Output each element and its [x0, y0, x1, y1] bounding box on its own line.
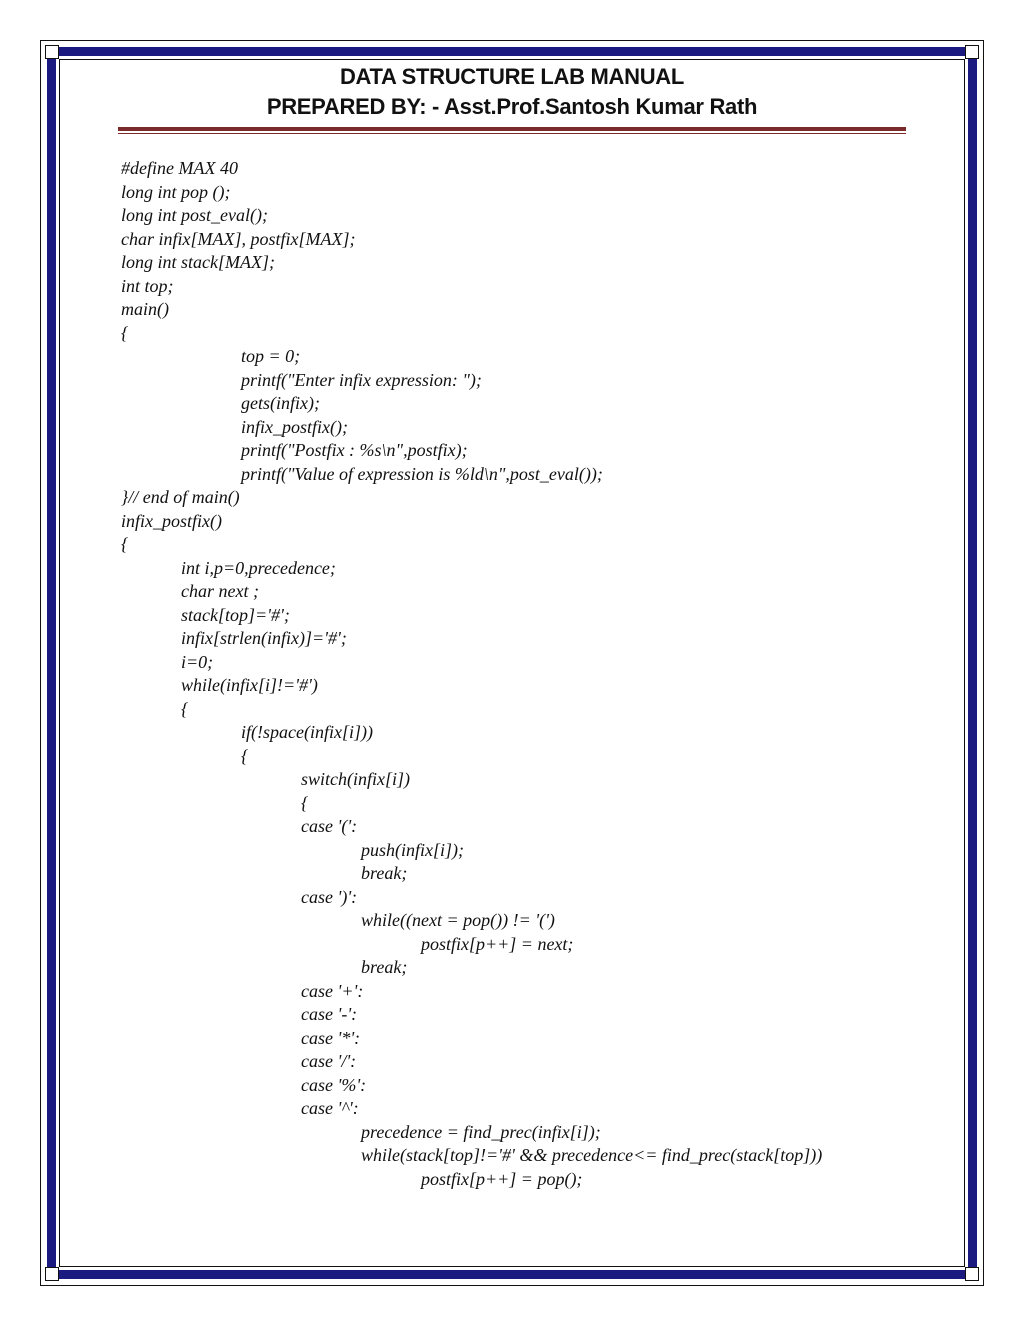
header-rule-thin	[118, 133, 906, 134]
manual-title: DATA STRUCTURE LAB MANUAL	[339, 64, 685, 89]
code-line: printf("Enter infix expression: ");	[241, 369, 482, 390]
code-line: while((next = pop()) != '(')	[361, 910, 555, 930]
border-corner	[45, 45, 59, 59]
code-line: postfix[p++] = pop();	[421, 1168, 583, 1189]
code-line: break;	[361, 863, 408, 883]
code-line: postfix[p++] = next;	[421, 933, 574, 954]
code-line: int top;	[121, 275, 174, 296]
code-line: #define MAX 40	[121, 158, 238, 178]
code-line: char next ;	[181, 581, 259, 601]
code-line: while(stack[top]!='#' && precedence<= find_prec(stack[top]))	[361, 1145, 823, 1165]
code-line: {	[121, 534, 129, 554]
code-line: printf("Postfix : %s\n",postfix);	[241, 440, 468, 460]
page-header	[0, 62, 1024, 122]
code-line: case '(':	[301, 816, 358, 836]
code-line: {	[181, 698, 189, 719]
code-line: infix[strlen(infix)]='#';	[181, 628, 347, 648]
code-line: case '+':	[301, 980, 364, 1001]
code-line: char infix[MAX], postfix[MAX];	[121, 228, 356, 249]
code-line: switch(infix[i])	[301, 769, 410, 789]
code-line: printf("Value of expression is %ld\n",post_eval());	[241, 463, 603, 484]
code-line: {	[301, 792, 309, 813]
code-line: case '*':	[301, 1027, 361, 1048]
code-line: top = 0;	[241, 346, 301, 366]
code-line: case '^':	[301, 1098, 359, 1118]
code-line: case ')':	[301, 886, 358, 907]
code-line: precedence = find_prec(infix[i]);	[361, 1121, 601, 1142]
code-line: {	[121, 322, 129, 343]
code-line: {	[241, 745, 249, 766]
code-line: long int pop ();	[121, 181, 231, 202]
code-line: case '/':	[301, 1051, 357, 1071]
border-corner	[965, 45, 979, 59]
border-corner	[45, 1267, 59, 1281]
code-line: long int post_eval();	[121, 205, 268, 225]
code-line: gets(infix);	[241, 393, 320, 413]
code-listing	[121, 157, 941, 1191]
code-line: break;	[361, 957, 408, 977]
code-line: infix_postfix()	[121, 510, 222, 531]
author-line: PREPARED BY: - Asst.Prof.Santosh Kumar Rath	[266, 94, 758, 119]
code-line: case '-':	[301, 1004, 358, 1024]
code-line: }// end of main()	[121, 487, 240, 507]
code-line: int i,p=0,precedence;	[181, 557, 336, 578]
header-rule	[118, 127, 906, 131]
code-line: i=0;	[181, 651, 214, 672]
code-line: case '%':	[301, 1074, 367, 1095]
border-corner	[965, 1267, 979, 1281]
code-line: while(infix[i]!='#')	[181, 675, 318, 695]
code-line: main()	[121, 299, 169, 319]
code-line: if(!space(infix[i]))	[241, 722, 373, 742]
code-line: stack[top]='#';	[181, 604, 290, 625]
code-line: push(infix[i]);	[361, 839, 464, 860]
code-line: infix_postfix();	[241, 416, 348, 437]
code-line: long int stack[MAX];	[121, 252, 275, 272]
